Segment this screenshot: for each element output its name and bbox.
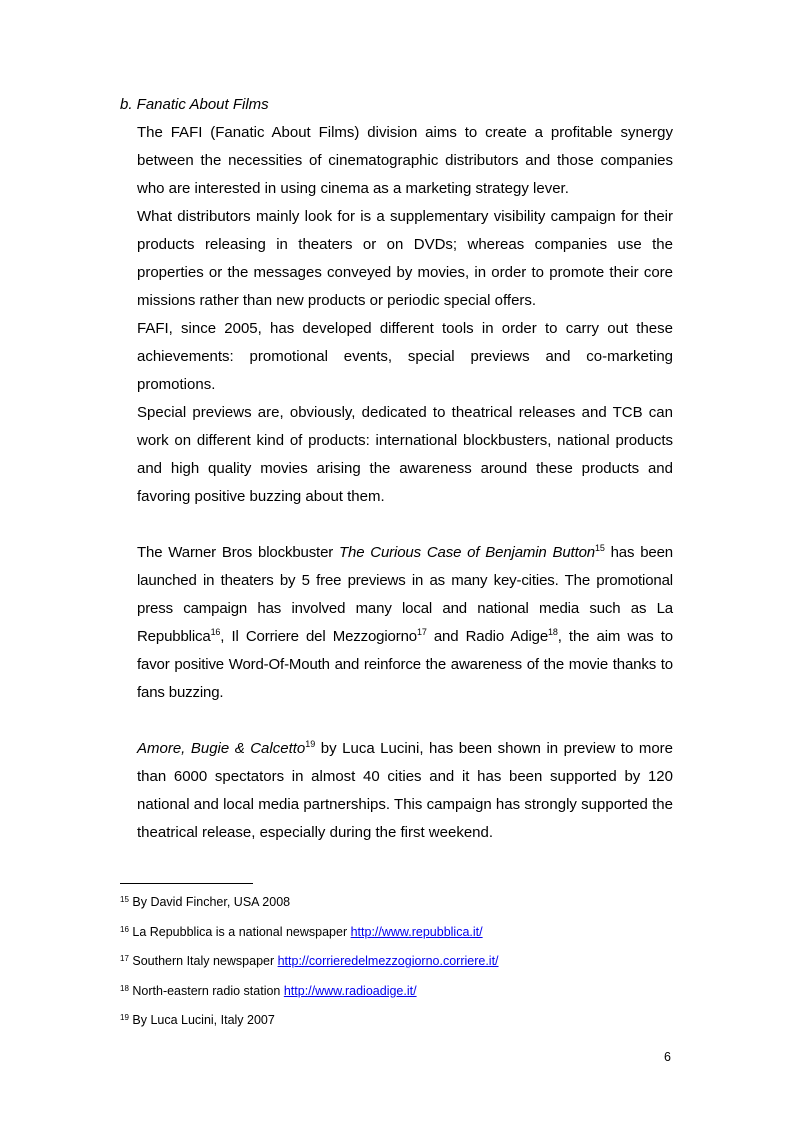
paragraph-text: , Il Corriere del Mezzogiorno — [220, 628, 417, 645]
paragraph-text: has been launched in theaters by 5 free previews in as many key-cities. The promotional press campaign has involved many local and national media such as La Repubblica — [137, 544, 673, 645]
paragraph-text: , the aim was to favor positive Word-Of-Mouth and reinforce the awareness of the movie thanks to fans buzzing. — [137, 628, 673, 701]
paragraph-fafi-tools: FAFI, since 2005, has developed different tools in order to carry out these achievements: promotional events, special previews and co-marketing promotions. — [137, 320, 673, 393]
body-text — [137, 119, 673, 847]
footnote-number: 15 — [120, 895, 129, 904]
footnote-16 — [120, 923, 680, 953]
paragraph-distributors: What distributors mainly look for is a supplementary visibility campaign for their products releasing in theaters or on DVDs; whereas companies use the properties or the messages conveyed by movies, in order to promote their core missions rather than new products or periodic special offers. — [137, 208, 673, 309]
paragraph-benjamin-button — [137, 539, 673, 707]
footnote-15 — [120, 893, 680, 923]
footnote-text: La Repubblica is a national newspaper — [128, 924, 351, 939]
footnote-ref: 19 — [305, 739, 316, 749]
footnote-ref: 18 — [548, 627, 558, 637]
footnote-text: By David Fincher, USA 2008 — [128, 895, 291, 909]
footnote-number: 17 — [120, 954, 129, 963]
paragraph-amore-bugie-calcetto — [137, 735, 673, 847]
footnote-18 — [120, 982, 680, 1012]
footnote-text: Southern Italy newspaper — [128, 954, 278, 968]
footnote-ref: 15 — [594, 543, 605, 553]
film-title: Amore, Bugie & Calcetto — [137, 740, 306, 757]
paragraph-text: The Warner Bros blockbuster — [137, 544, 340, 561]
footnote-ref: 17 — [416, 627, 427, 637]
repubblica-link[interactable]: http://www.repubblica.it/ — [350, 924, 483, 939]
footnote-number: 18 — [120, 983, 129, 993]
corriere-mezzogiorno-link[interactable]: http://corrieredelmezzogiorno.corriere.it/ — [277, 954, 499, 968]
footnote-17 — [120, 952, 680, 982]
footnote-text: North-eastern radio station — [128, 983, 284, 998]
paragraph-text: by Luca Lucini, has been shown in preview to more than 6000 spectators in almost 40 cities and it has been supported by 120 national and local media partnerships. This campaign has strongly supported the theatrical release, especially during the first weekend. — [137, 740, 673, 841]
paragraph-spacer — [137, 511, 673, 539]
paragraph-fafi-division: The FAFI (Fanatic About Films) division aims to create a profitable synergy between the necessities of cinematographic distributors and those companies who are interested in using cinema as a marketing strategy lever. — [137, 124, 673, 197]
footnote-number: 16 — [120, 924, 129, 934]
footnote-separator — [120, 883, 253, 884]
footnote-19 — [120, 1011, 680, 1041]
paragraph-text: and Radio Adige — [426, 628, 549, 645]
radio-adige-link[interactable]: http://www.radioadige.it/ — [283, 983, 417, 998]
footnote-number: 19 — [120, 1013, 129, 1022]
footnote-ref: 16 — [210, 627, 221, 637]
film-title: The Curious Case of Benjamin Button — [339, 544, 595, 561]
footnotes — [120, 893, 680, 1041]
page-number: 6 — [664, 1050, 671, 1064]
paragraph-spacer — [137, 707, 673, 735]
section-heading: b. Fanatic About Films — [120, 96, 269, 113]
paragraph-special-previews: Special previews are, obviously, dedicated to theatrical releases and TCB can work on different kind of products: international blockbusters, national products and high quality movies arising the awareness around these products and favoring positive buzzing about them. — [137, 404, 673, 505]
footnote-text: By Luca Lucini, Italy 2007 — [128, 1013, 275, 1027]
